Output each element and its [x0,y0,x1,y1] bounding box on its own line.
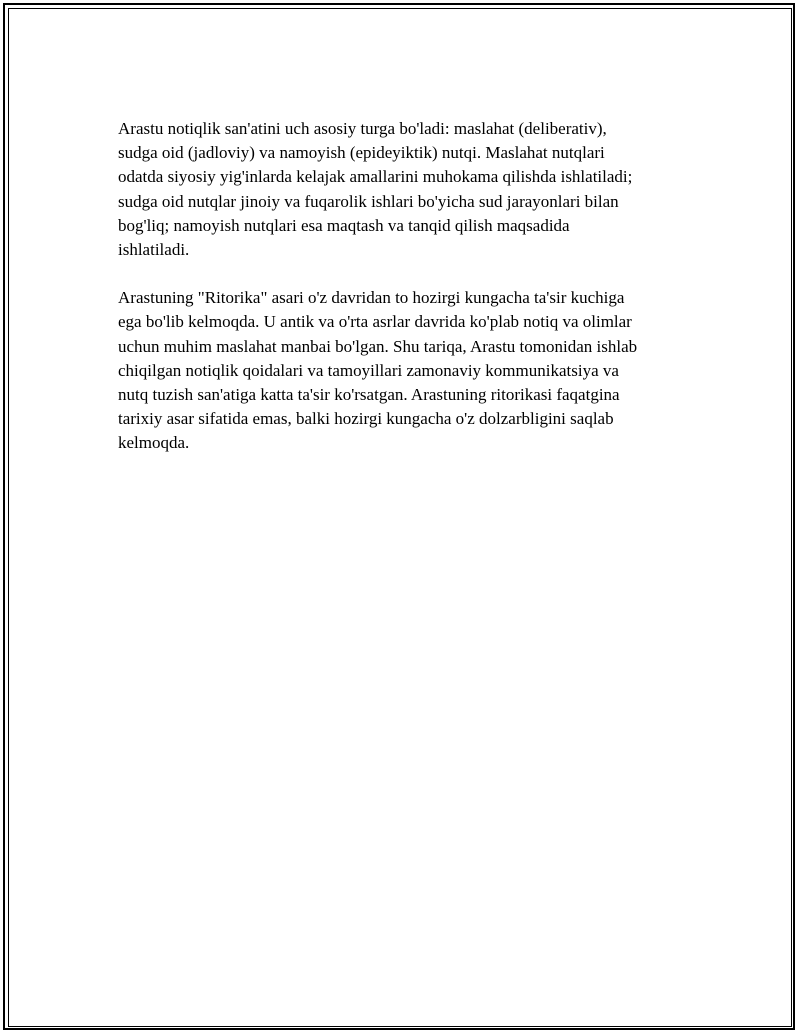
paragraph-types-of-speech: Arastu notiqlik san'atini uch asosiy turga bo'ladi: maslahat (deliberativ), sudga oid (jadloviy) va namoyish (epideyiktik) nutqi. Maslahat nutqlari odatda siyosiy yig'inlarda kelajak amallarini muhokama qilishda ishlatiladi; sudga oid nutqlar jinoiy va fuqarolik ishlari bo'yicha sud jarayonlari bilan bog'liq; namoyish nutqlari esa maqtash va tanqid qilish maqsadida ishlatiladi. [118,119,633,260]
paragraph-rhetoric-influence: Arastuning "Ritorika" asari o'z davridan to hozirgi kungacha ta'sir kuchiga ega bo'lib kelmoqda. U antik va o'rta asrlar davrida ko'plab notiq va olimlar uchun muhim maslahat manbai bo'lgan. Shu tariqa, Arastu tomonidan ishlab chiqilgan notiqlik qoidalari va tamoyillari zamonaviy kommunikatsiya va nutq tuzish san'atiga katta ta'sir ko'rsatgan. Arastuning ritorikasi faqatgina tarixiy asar sifatida emas, balki hozirgi kungacha o'z dolzarbligini saqlab kelmoqda. [118,288,638,453]
document-body [118,117,693,480]
